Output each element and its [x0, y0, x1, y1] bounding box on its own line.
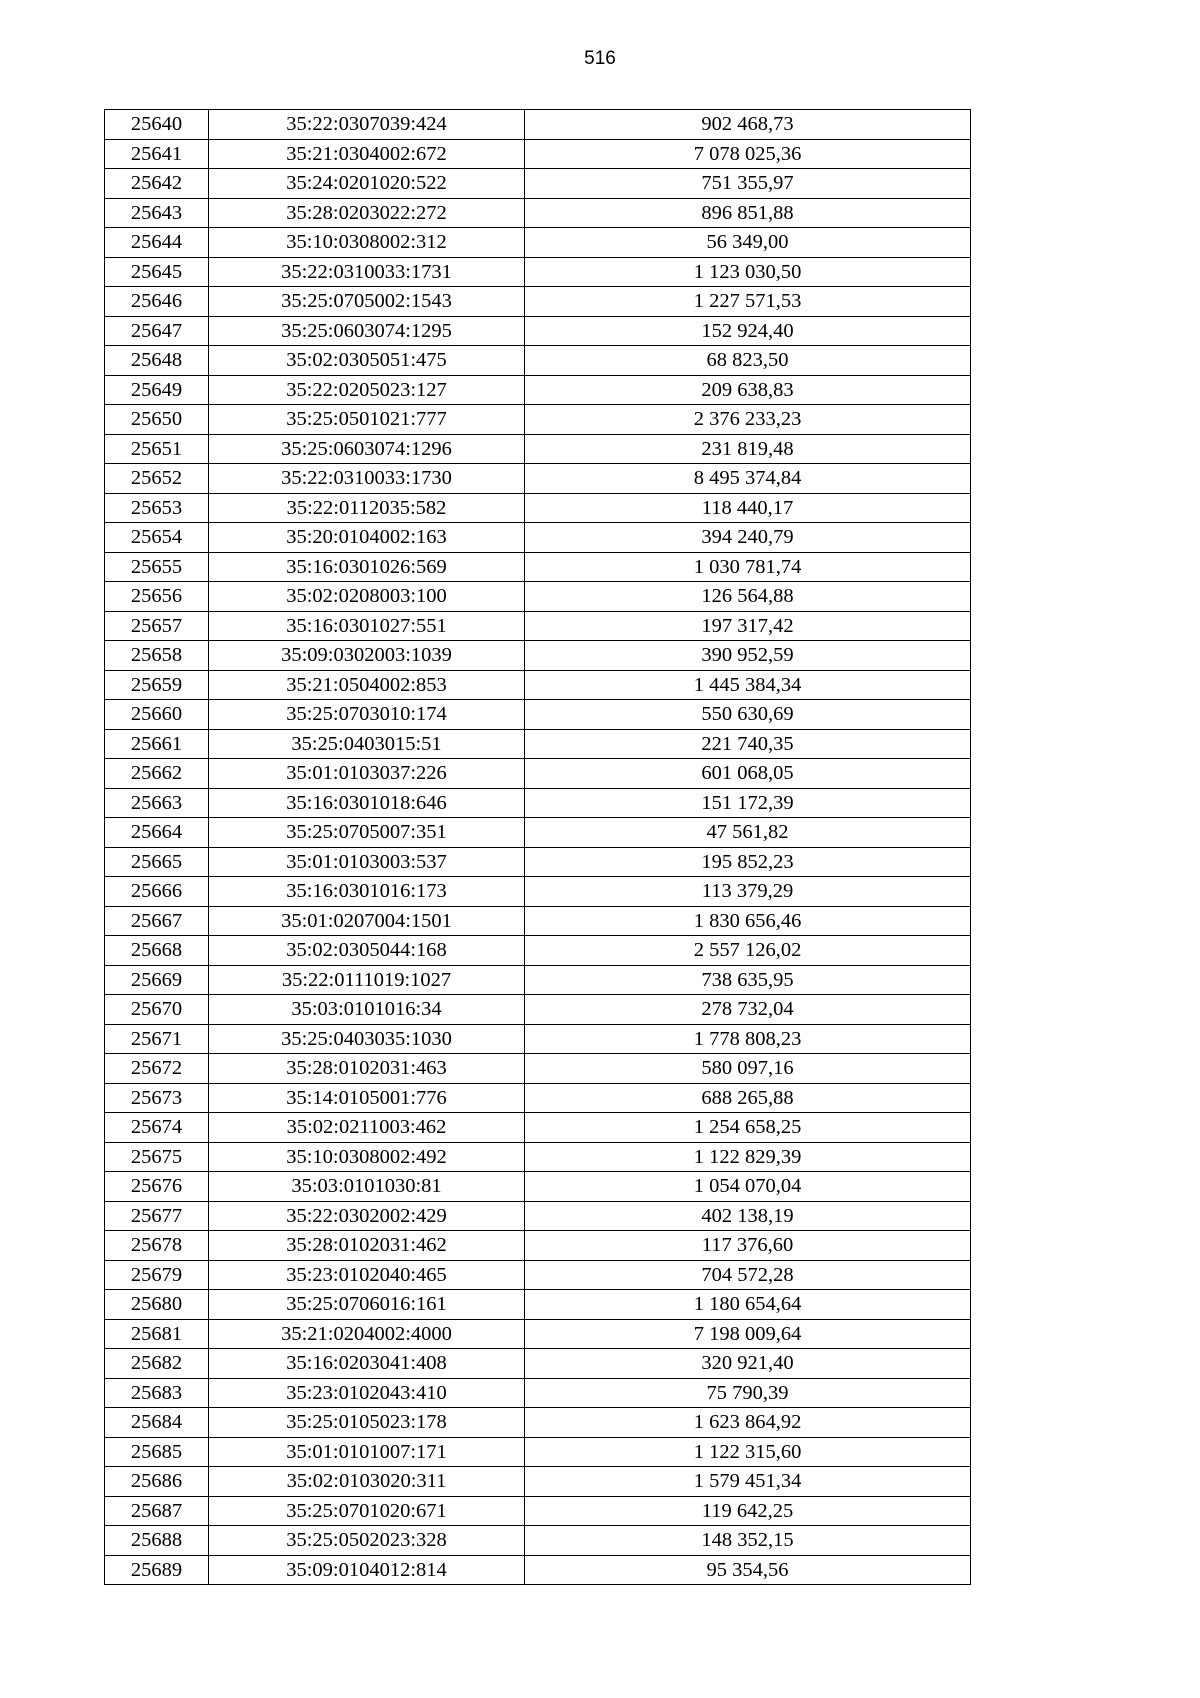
cadastral-number-cell: 35:28:0203022:272: [209, 198, 525, 228]
cadastral-value-cell: 7 198 009,64: [525, 1319, 971, 1349]
cadastral-number-cell: 35:02:0211003:462: [209, 1113, 525, 1143]
cadastral-number-cell: 35:25:0705007:351: [209, 818, 525, 848]
table-row: [105, 965, 971, 995]
table-row: [105, 493, 971, 523]
cadastral-value-cell: 195 852,23: [525, 847, 971, 877]
row-number-cell: 25644: [105, 228, 209, 258]
row-number-cell: 25674: [105, 1113, 209, 1143]
cadastral-number-cell: 35:01:0207004:1501: [209, 906, 525, 936]
cadastral-number-cell: 35:02:0305044:168: [209, 936, 525, 966]
table-row: [105, 788, 971, 818]
table-row: [105, 877, 971, 907]
cadastral-value-cell: 221 740,35: [525, 729, 971, 759]
cadastral-number-cell: 35:25:0105023:178: [209, 1408, 525, 1438]
row-number-cell: 25648: [105, 346, 209, 376]
row-number-cell: 25665: [105, 847, 209, 877]
row-number-cell: 25685: [105, 1437, 209, 1467]
cadastral-number-cell: 35:25:0403035:1030: [209, 1024, 525, 1054]
cadastral-value-cell: 1 123 030,50: [525, 257, 971, 287]
cadastral-value-cell: 1 778 808,23: [525, 1024, 971, 1054]
table-row: [105, 759, 971, 789]
cadastral-number-cell: 35:22:0302002:429: [209, 1201, 525, 1231]
cadastral-value-cell: 1 445 384,34: [525, 670, 971, 700]
row-number-cell: 25670: [105, 995, 209, 1025]
row-number-cell: 25678: [105, 1231, 209, 1261]
cadastral-value-cell: 95 354,56: [525, 1555, 971, 1585]
cadastral-number-cell: 35:01:0103003:537: [209, 847, 525, 877]
row-number-cell: 25675: [105, 1142, 209, 1172]
row-number-cell: 25646: [105, 287, 209, 317]
cadastral-value-cell: 902 468,73: [525, 110, 971, 140]
cadastral-number-cell: 35:25:0703010:174: [209, 700, 525, 730]
row-number-cell: 25643: [105, 198, 209, 228]
table-row: [105, 1113, 971, 1143]
row-number-cell: 25645: [105, 257, 209, 287]
table-row: [105, 611, 971, 641]
cadastral-number-cell: 35:25:0603074:1295: [209, 316, 525, 346]
table-row: [105, 582, 971, 612]
cadastral-value-cell: 152 924,40: [525, 316, 971, 346]
cadastral-value-cell: 1 122 315,60: [525, 1437, 971, 1467]
table-row: [105, 523, 971, 553]
row-number-cell: 25657: [105, 611, 209, 641]
table-row: [105, 169, 971, 199]
table-row: [105, 1555, 971, 1585]
cadastral-value-cell: 751 355,97: [525, 169, 971, 199]
cadastral-value-cell: 580 097,16: [525, 1054, 971, 1084]
cadastral-value-cell: 1 227 571,53: [525, 287, 971, 317]
row-number-cell: 25664: [105, 818, 209, 848]
cadastral-value-cell: 119 642,25: [525, 1496, 971, 1526]
cadastral-number-cell: 35:22:0111019:1027: [209, 965, 525, 995]
row-number-cell: 25651: [105, 434, 209, 464]
cadastral-value-cell: 126 564,88: [525, 582, 971, 612]
table-row: [105, 1172, 971, 1202]
table-body: [105, 110, 971, 1585]
table-row: [105, 1054, 971, 1084]
table-row: [105, 1231, 971, 1261]
cadastral-value-cell: 151 172,39: [525, 788, 971, 818]
row-number-cell: 25653: [105, 493, 209, 523]
table-row: [105, 1349, 971, 1379]
table-row: [105, 1319, 971, 1349]
table-row: [105, 1201, 971, 1231]
table-row: [105, 995, 971, 1025]
row-number-cell: 25660: [105, 700, 209, 730]
page-number: 516: [584, 48, 616, 69]
cadastral-value-cell: 320 921,40: [525, 1349, 971, 1379]
cadastral-value-cell: 896 851,88: [525, 198, 971, 228]
cadastral-number-cell: 35:09:0302003:1039: [209, 641, 525, 671]
table-row: [105, 1526, 971, 1556]
table-row: [105, 641, 971, 671]
table-row: [105, 906, 971, 936]
cadastral-number-cell: 35:03:0101030:81: [209, 1172, 525, 1202]
cadastral-value-cell: 1 054 070,04: [525, 1172, 971, 1202]
row-number-cell: 25679: [105, 1260, 209, 1290]
cadastral-value-cell: 601 068,05: [525, 759, 971, 789]
row-number-cell: 25642: [105, 169, 209, 199]
cadastral-value-cell: 1 254 658,25: [525, 1113, 971, 1143]
table-row: [105, 287, 971, 317]
row-number-cell: 25672: [105, 1054, 209, 1084]
cadastral-value-cell: 113 379,29: [525, 877, 971, 907]
row-number-cell: 25655: [105, 552, 209, 582]
table-row: [105, 818, 971, 848]
cadastral-value-cell: 1 830 656,46: [525, 906, 971, 936]
table-row: [105, 464, 971, 494]
table-row: [105, 139, 971, 169]
cadastral-number-cell: 35:16:0301016:173: [209, 877, 525, 907]
cadastral-value-cell: 704 572,28: [525, 1260, 971, 1290]
cadastral-value-cell: 2 376 233,23: [525, 405, 971, 435]
cadastral-value-cell: 1 180 654,64: [525, 1290, 971, 1320]
row-number-cell: 25649: [105, 375, 209, 405]
cadastral-value-cell: 117 376,60: [525, 1231, 971, 1261]
row-number-cell: 25673: [105, 1083, 209, 1113]
cadastral-number-cell: 35:10:0308002:492: [209, 1142, 525, 1172]
row-number-cell: 25676: [105, 1172, 209, 1202]
row-number-cell: 25668: [105, 936, 209, 966]
row-number-cell: 25684: [105, 1408, 209, 1438]
cadastral-number-cell: 35:10:0308002:312: [209, 228, 525, 258]
table-row: [105, 1260, 971, 1290]
cadastral-number-cell: 35:02:0103020:311: [209, 1467, 525, 1497]
cadastral-value-cell: 1 122 829,39: [525, 1142, 971, 1172]
row-number-cell: 25663: [105, 788, 209, 818]
cadastral-number-cell: 35:14:0105001:776: [209, 1083, 525, 1113]
row-number-cell: 25659: [105, 670, 209, 700]
cadastral-number-cell: 35:21:0504002:853: [209, 670, 525, 700]
cadastral-number-cell: 35:23:0102043:410: [209, 1378, 525, 1408]
cadastral-value-cell: 209 638,83: [525, 375, 971, 405]
table-row: [105, 1467, 971, 1497]
cadastral-value-cell: 7 078 025,36: [525, 139, 971, 169]
row-number-cell: 25671: [105, 1024, 209, 1054]
table-row: [105, 1083, 971, 1113]
cadastral-number-cell: 35:28:0102031:463: [209, 1054, 525, 1084]
row-number-cell: 25658: [105, 641, 209, 671]
table-row: [105, 847, 971, 877]
row-number-cell: 25661: [105, 729, 209, 759]
cadastral-number-cell: 35:25:0705002:1543: [209, 287, 525, 317]
cadastral-value-cell: 231 819,48: [525, 434, 971, 464]
cadastral-value-cell: 394 240,79: [525, 523, 971, 553]
cadastral-value-cell: 2 557 126,02: [525, 936, 971, 966]
cadastral-value-cell: 278 732,04: [525, 995, 971, 1025]
row-number-cell: 25686: [105, 1467, 209, 1497]
cadastral-number-cell: 35:25:0501021:777: [209, 405, 525, 435]
cadastral-value-cell: 390 952,59: [525, 641, 971, 671]
cadastral-number-cell: 35:25:0403015:51: [209, 729, 525, 759]
table-row: [105, 198, 971, 228]
table-row: [105, 257, 971, 287]
table-row: [105, 1437, 971, 1467]
row-number-cell: 25681: [105, 1319, 209, 1349]
cadastral-value-cell: 738 635,95: [525, 965, 971, 995]
table-row: [105, 1142, 971, 1172]
cadastral-number-cell: 35:16:0301018:646: [209, 788, 525, 818]
cadastral-value-cell: 118 440,17: [525, 493, 971, 523]
row-number-cell: 25687: [105, 1496, 209, 1526]
cadastral-number-cell: 35:20:0104002:163: [209, 523, 525, 553]
row-number-cell: 25654: [105, 523, 209, 553]
row-number-cell: 25647: [105, 316, 209, 346]
row-number-cell: 25641: [105, 139, 209, 169]
cadastral-number-cell: 35:02:0208003:100: [209, 582, 525, 612]
cadastral-number-cell: 35:21:0304002:672: [209, 139, 525, 169]
cadastral-number-cell: 35:25:0603074:1296: [209, 434, 525, 464]
table-row: [105, 316, 971, 346]
cadastral-value-table: [104, 109, 971, 1585]
cadastral-number-cell: 35:21:0204002:4000: [209, 1319, 525, 1349]
row-number-cell: 25652: [105, 464, 209, 494]
row-number-cell: 25656: [105, 582, 209, 612]
table-row: [105, 1290, 971, 1320]
cadastral-number-cell: 35:22:0205023:127: [209, 375, 525, 405]
cadastral-number-cell: 35:22:0310033:1731: [209, 257, 525, 287]
row-number-cell: 25683: [105, 1378, 209, 1408]
table-row: [105, 228, 971, 258]
table-row: [105, 1378, 971, 1408]
cadastral-number-cell: 35:16:0301026:569: [209, 552, 525, 582]
row-number-cell: 25667: [105, 906, 209, 936]
cadastral-number-cell: 35:01:0101007:171: [209, 1437, 525, 1467]
row-number-cell: 25650: [105, 405, 209, 435]
cadastral-number-cell: 35:25:0706016:161: [209, 1290, 525, 1320]
cadastral-number-cell: 35:22:0310033:1730: [209, 464, 525, 494]
row-number-cell: 25662: [105, 759, 209, 789]
cadastral-value-cell: 68 823,50: [525, 346, 971, 376]
table-row: [105, 670, 971, 700]
cadastral-value-cell: 1 623 864,92: [525, 1408, 971, 1438]
cadastral-value-cell: 8 495 374,84: [525, 464, 971, 494]
cadastral-value-cell: 148 352,15: [525, 1526, 971, 1556]
row-number-cell: 25682: [105, 1349, 209, 1379]
row-number-cell: 25689: [105, 1555, 209, 1585]
table-row: [105, 729, 971, 759]
cadastral-number-cell: 35:25:0701020:671: [209, 1496, 525, 1526]
table-row: [105, 700, 971, 730]
cadastral-number-cell: 35:16:0301027:551: [209, 611, 525, 641]
row-number-cell: 25677: [105, 1201, 209, 1231]
row-number-cell: 25680: [105, 1290, 209, 1320]
table-row: [105, 405, 971, 435]
cadastral-value-cell: 1 579 451,34: [525, 1467, 971, 1497]
table-row: [105, 375, 971, 405]
table-row: [105, 346, 971, 376]
cadastral-number-cell: 35:28:0102031:462: [209, 1231, 525, 1261]
cadastral-value-cell: 688 265,88: [525, 1083, 971, 1113]
cadastral-value-cell: 1 030 781,74: [525, 552, 971, 582]
cadastral-value-cell: 47 561,82: [525, 818, 971, 848]
cadastral-value-cell: 56 349,00: [525, 228, 971, 258]
cadastral-number-cell: 35:23:0102040:465: [209, 1260, 525, 1290]
table-row: [105, 936, 971, 966]
cadastral-number-cell: 35:25:0502023:328: [209, 1526, 525, 1556]
cadastral-value-cell: 75 790,39: [525, 1378, 971, 1408]
cadastral-number-cell: 35:03:0101016:34: [209, 995, 525, 1025]
row-number-cell: 25640: [105, 110, 209, 140]
cadastral-number-cell: 35:22:0112035:582: [209, 493, 525, 523]
table-row: [105, 110, 971, 140]
table-row: [105, 1496, 971, 1526]
cadastral-number-cell: 35:02:0305051:475: [209, 346, 525, 376]
cadastral-number-cell: 35:16:0203041:408: [209, 1349, 525, 1379]
cadastral-number-cell: 35:09:0104012:814: [209, 1555, 525, 1585]
cadastral-value-cell: 550 630,69: [525, 700, 971, 730]
cadastral-value-cell: 197 317,42: [525, 611, 971, 641]
cadastral-value-cell: 402 138,19: [525, 1201, 971, 1231]
table-row: [105, 552, 971, 582]
table-row: [105, 1408, 971, 1438]
row-number-cell: 25666: [105, 877, 209, 907]
cadastral-number-cell: 35:01:0103037:226: [209, 759, 525, 789]
cadastral-number-cell: 35:24:0201020:522: [209, 169, 525, 199]
cadastral-number-cell: 35:22:0307039:424: [209, 110, 525, 140]
table-row: [105, 434, 971, 464]
row-number-cell: 25688: [105, 1526, 209, 1556]
row-number-cell: 25669: [105, 965, 209, 995]
table-row: [105, 1024, 971, 1054]
